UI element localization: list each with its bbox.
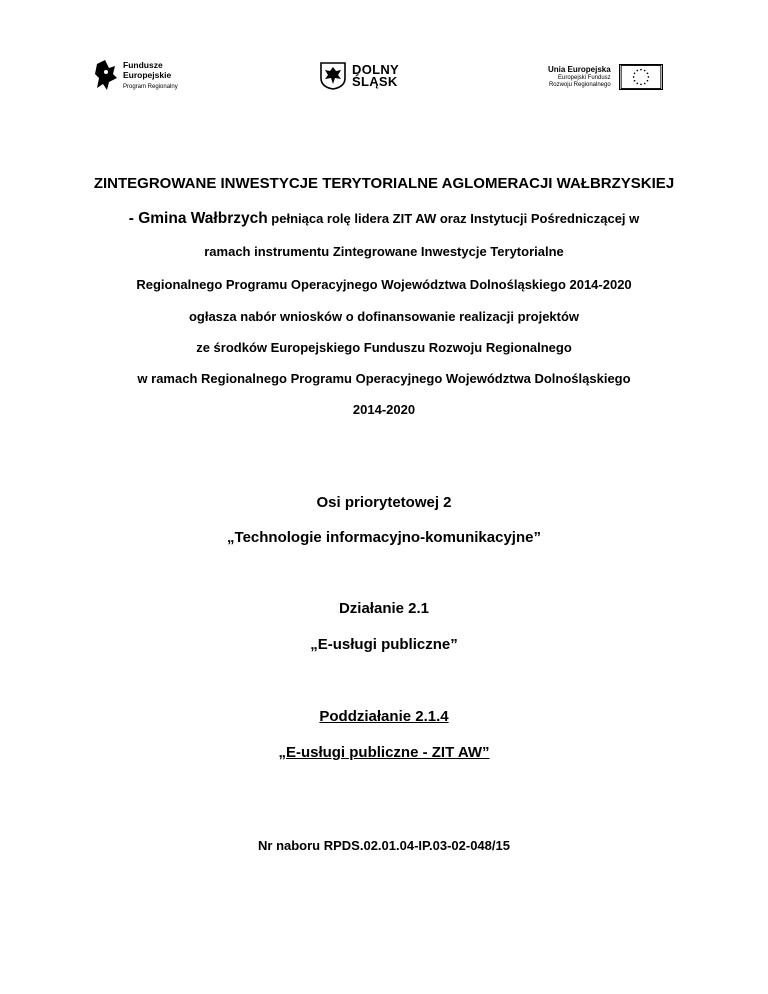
subaction-label-row [0,708,768,725]
subaction-label: Poddziałanie 2.1.4 [319,708,449,725]
logo-bar [0,56,768,96]
ds-label-line2: ŚLĄSK [352,74,398,89]
unia-europejska-logo [548,64,663,90]
action-label: Działanie 2.1 [338,600,430,617]
announcer-line [0,210,768,228]
fe-label-line2: Europejskie [123,70,172,80]
ds-label-line1: DOLNY [352,62,399,77]
priority-axis-name: „Technologie informacyjno-komunikacyjne” [227,529,541,546]
announcer-role: pełniąca rolę lidera ZIT AW oraz Instytucji Pośredniczącej w [267,211,640,226]
subaction-name: „E-usługi publiczne - ZIT AW” [278,744,490,761]
announcer-name: - Gmina Wałbrzych [128,210,268,227]
call-number: Nr naboru RPDS.02.01.04-IP.03-02-048/15 [258,838,510,853]
document-title: ZINTEGROWANE INWESTYCJE TERYTORIALNE AGLOMERACJI WAŁBRZYSKIEJ [93,175,675,192]
fe-label-line1: Fundusze [123,60,163,70]
header-line-8: 2014-2020 [352,402,416,417]
ue-label-line2: Europejski Fundusz [557,75,611,81]
header-line-5: ogłasza nabór wniosków o dofinansowanie realizacji projektów [188,309,580,324]
header-line-6: ze środków Europejskiego Funduszu Rozwoju Regionalnego [196,340,572,355]
fundusze-europejskie-logo [95,60,178,92]
ue-label-line1: Unia Europejska [548,65,611,74]
priority-axis-label: Osi priorytetowej 2 [316,494,452,511]
header-line-7: w ramach Regionalnego Programu Operacyjnego Województwa Dolnośląskiego [137,371,631,386]
eagle-crest-icon [320,62,346,90]
subaction-name-row [0,744,768,761]
header-line-4: Regionalnego Programu Operacyjnego Województwa Dolnośląskiego 2014-2020 [136,277,632,292]
header-line-3: ramach instrumentu Zintegrowane Inwestycje Terytorialne [204,244,564,259]
eu-flag-icon [619,64,663,90]
ue-label-line3: Rozwoju Regionalnego [548,82,611,88]
fundusze-europejskie-icon [95,60,117,90]
fe-label-line3: Program Regionalny [123,84,178,90]
dolny-slask-logo [320,62,399,90]
action-name: „E-usługi publiczne” [310,636,458,653]
